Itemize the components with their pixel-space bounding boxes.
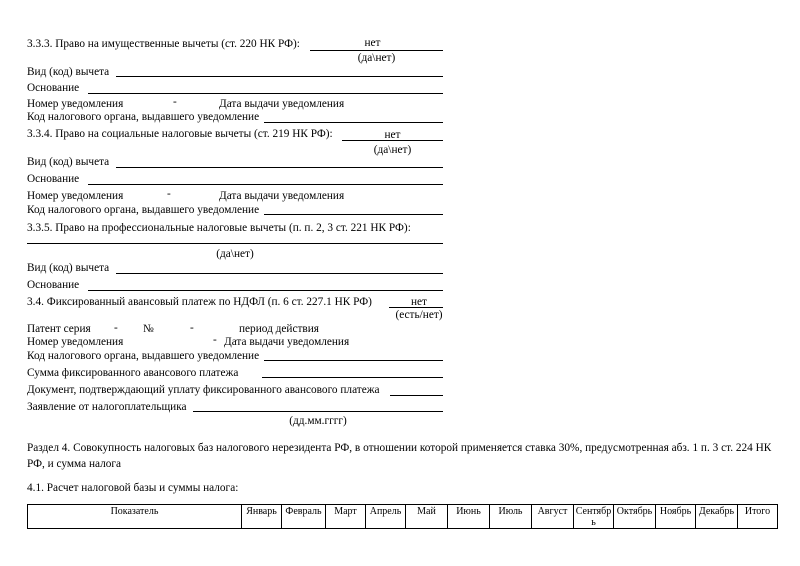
s34-patent-dash2: - [190, 322, 194, 334]
table-header-month: Июнь [448, 505, 490, 529]
s334-label: 3.3.4. Право на социальные налоговые вычеты (ст. 219 НК РФ): [27, 128, 333, 140]
table-header-month: Февраль [282, 505, 326, 529]
s34-document-field[interactable] [390, 395, 443, 396]
table-header-total: Итого [738, 505, 778, 529]
table-header-row [28, 505, 778, 529]
s333-notice-date-label: Дата выдачи уведомления [219, 98, 345, 110]
s333-value: нет [364, 37, 381, 49]
s335-basis-field[interactable] [88, 290, 443, 291]
s335-value-field[interactable] [27, 243, 443, 244]
s334-notice-date-label: Дата выдачи уведомления [219, 190, 345, 202]
s333-tax-authority-label: Код налогового органа, выдавшего уведомление [27, 111, 260, 123]
s334-basis-field[interactable] [88, 184, 443, 185]
table-header-month: Июль [490, 505, 532, 529]
s333-notice-number-label: Номер уведомления [27, 98, 124, 110]
s335-label: 3.3.5. Право на профессиональные налоговые вычеты (п. п. 2, 3 ст. 221 НК РФ): [27, 222, 411, 234]
s34-patent-series-label: Патент серия [27, 323, 91, 335]
s334-hint: (да\нет) [373, 144, 412, 156]
s34-amount-label: Сумма фиксированного авансового платежа [27, 367, 239, 379]
s34-label: 3.4. Фиксированный авансовый платеж по НДФЛ (п. 6 ст. 227.1 НК РФ) [27, 296, 372, 308]
section4-title: Раздел 4. Совокупность налоговых баз налогового нерезидента РФ, в отношении которой применяется ставка 30%, предусмотренная абз. 1 п. 3 ст. 224 НК РФ, и сумма налога [27, 442, 772, 470]
s333-basis-label: Основание [27, 82, 80, 94]
s34-application-label: Заявление от налогоплательщика [27, 401, 187, 413]
s334-basis-label: Основание [27, 173, 80, 185]
s335-basis-label: Основание [27, 279, 80, 291]
s334-deduction-code-label: Вид (код) вычета [27, 156, 110, 168]
s334-notice-number-label: Номер уведомления [27, 190, 124, 202]
s34-tax-authority-field[interactable] [264, 360, 443, 361]
s34-notice-date-label: Дата выдачи уведомления [224, 336, 350, 348]
s333-label: 3.3.3. Право на имущественные вычеты (ст. 220 НК РФ): [27, 38, 300, 50]
s335-hint: (да\нет) [216, 248, 254, 260]
s34-notice-number-label: Номер уведомления [27, 336, 124, 348]
s333-basis-field[interactable] [88, 93, 443, 94]
s34-amount-field[interactable] [262, 377, 443, 378]
s334-tax-authority-field[interactable] [264, 214, 443, 215]
s333-value-line[interactable] [310, 50, 443, 51]
s333-deduction-code-label: Вид (код) вычета [27, 66, 110, 78]
table-header-month: Март [326, 505, 366, 529]
s335-deduction-code-label: Вид (код) вычета [27, 262, 110, 274]
table-header-month: Октябрь [614, 505, 656, 529]
s333-tax-authority-field[interactable] [264, 122, 443, 123]
table-header-month: Декабрь [696, 505, 738, 529]
table-header-month: Январь [242, 505, 282, 529]
s334-deduction-code-field[interactable] [116, 167, 443, 168]
table-header-month: Май [406, 505, 448, 529]
tax-base-table [27, 504, 778, 529]
s333-deduction-code-field[interactable] [116, 76, 443, 77]
s34-notice-dash: - [213, 334, 217, 346]
s335-deduction-code-field[interactable] [116, 273, 443, 274]
s334-tax-authority-label: Код налогового органа, выдавшего уведомление [27, 204, 260, 216]
s334-notice-dash: - [167, 188, 171, 200]
s333-notice-dash: - [173, 96, 177, 108]
table-header-month: Сентябрь [574, 505, 614, 529]
section4-subtitle: 4.1. Расчет налоговой базы и суммы налога: [27, 482, 239, 494]
s34-hint: (есть/нет) [395, 309, 443, 321]
s34-patent-dash1: - [114, 322, 118, 334]
table-header-month: Апрель [366, 505, 406, 529]
s333-hint: (да\нет) [357, 52, 396, 64]
s334-value: нет [384, 129, 401, 141]
table-header-indicator: Показатель [28, 505, 242, 529]
s34-application-field[interactable] [193, 411, 443, 412]
s34-patent-number-sign: № [143, 323, 154, 335]
s34-value: нет [411, 296, 427, 308]
s34-validity-label: период действия [239, 323, 319, 335]
s34-date-hint: (дд.мм.гггг) [289, 415, 347, 427]
table-header-month: Август [532, 505, 574, 529]
s34-tax-authority-label: Код налогового органа, выдавшего уведомление [27, 350, 260, 362]
s34-document-label: Документ, подтверждающий уплату фиксированного авансового платежа [27, 384, 380, 396]
table-header-month: Ноябрь [656, 505, 696, 529]
